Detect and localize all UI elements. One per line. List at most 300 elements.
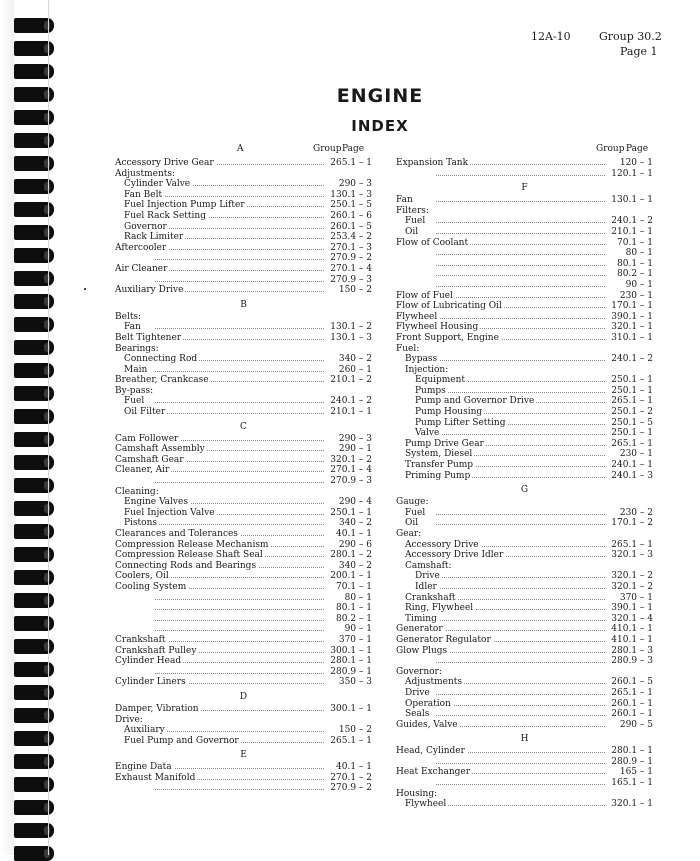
- index-entry: [115, 635, 372, 646]
- entry-label: Cylinder Valve: [124, 179, 191, 190]
- group-column-header: Group: [596, 144, 625, 154]
- entry-label: Idler: [415, 581, 437, 592]
- index-entry: [115, 561, 372, 572]
- entry-reference: 230 – 1: [608, 291, 653, 302]
- entry-label: Crankshaft: [115, 634, 166, 645]
- entry-reference: 240.1 – 1: [608, 460, 653, 471]
- entry-label: Compression Release Mechanism: [115, 539, 269, 550]
- index-entry: [396, 720, 653, 731]
- entry-reference: 260.1 – 6: [327, 211, 372, 222]
- index-entry: [396, 656, 653, 667]
- entry-reference: 320.1 – 2: [327, 455, 372, 466]
- entry-label: Cleaning:: [115, 486, 159, 497]
- dot-leader: [155, 471, 324, 472]
- entry-reference: 280.1 – 3: [608, 646, 653, 657]
- index-entry: [115, 375, 372, 386]
- entry-reference: 270.1 – 3: [327, 243, 372, 254]
- index-entries: [396, 158, 653, 810]
- column-header: [115, 144, 372, 155]
- index-entry: [396, 497, 653, 508]
- index-entry: [396, 206, 653, 217]
- dot-leader: [436, 763, 605, 764]
- stray-mark: [84, 288, 86, 290]
- entry-label: Cylinder Head: [115, 656, 182, 667]
- entry-reference: 370 – 1: [608, 593, 653, 604]
- dot-leader: [436, 662, 605, 663]
- dot-leader: [436, 577, 605, 578]
- index-entry: [396, 561, 653, 572]
- entry-reference: 280.9 – 3: [608, 656, 653, 667]
- entry-label: Valve: [415, 428, 440, 439]
- entry-reference: 170.1 – 1: [608, 301, 653, 312]
- dot-leader: [155, 630, 324, 631]
- index-entry: [396, 540, 653, 551]
- index-entry: [115, 725, 372, 736]
- index-entry: [115, 407, 372, 418]
- dot-leader: [436, 784, 605, 785]
- entry-label: Accessory Drive: [405, 539, 479, 550]
- entry-label: Air Cleaner: [115, 263, 168, 274]
- index-entry: [396, 767, 653, 778]
- entry-label: Main: [124, 364, 148, 375]
- entry-reference: 265.1 – 1: [608, 439, 653, 450]
- index-entry: [396, 216, 653, 227]
- section-letter: E: [240, 750, 247, 761]
- entry-reference: 253.4 – 2: [327, 232, 372, 243]
- entry-label: Cylinder Liners: [115, 677, 186, 688]
- entry-label: Fuel Injection Pump Lifter: [124, 200, 245, 211]
- entry-label: Fan: [124, 322, 141, 333]
- index-entry: [115, 275, 372, 286]
- entry-label: Flywheel: [396, 311, 438, 322]
- entry-reference: 210.1 – 2: [327, 375, 372, 386]
- index-entry: [396, 291, 653, 302]
- entry-reference: 170.1 – 2: [608, 518, 653, 529]
- entry-reference: 320.1 – 1: [608, 799, 653, 810]
- entry-reference: 320.1 – 1: [608, 322, 653, 333]
- entry-label: Glow Plugs: [396, 645, 448, 656]
- dot-leader: [155, 641, 324, 642]
- entry-label: Generator Regulator: [396, 634, 491, 645]
- entry-reference: 290 – 4: [327, 497, 372, 508]
- index-entry: [396, 518, 653, 529]
- index-entry: [396, 280, 653, 291]
- entry-label: Gauge:: [396, 497, 429, 508]
- index-entries: [115, 158, 372, 794]
- index-entry: [115, 656, 372, 667]
- entry-label: Expansion Tank: [396, 158, 469, 168]
- entry-reference: 270.9 – 2: [327, 253, 372, 264]
- entry-label: Ring, Flywheel: [405, 603, 474, 614]
- index-entry: [115, 211, 372, 222]
- column-header: [396, 144, 653, 155]
- entry-reference: 250.1 – 5: [608, 418, 653, 429]
- entry-label: Bypass: [405, 354, 438, 365]
- entry-label: Filters:: [396, 205, 429, 216]
- dot-leader: [436, 705, 605, 706]
- dot-leader: [436, 233, 605, 234]
- entry-reference: 130.1 – 3: [327, 333, 372, 344]
- index-entry: [115, 614, 372, 625]
- section-letter: C: [240, 421, 247, 432]
- entry-label: Operation: [405, 698, 451, 709]
- entry-reference: 280.9 – 1: [608, 757, 653, 768]
- index-entry: [396, 344, 653, 355]
- entry-label: Pump Drive Gear: [405, 438, 484, 449]
- entry-reference: 80.2 – 1: [608, 269, 653, 280]
- index-entry: [115, 285, 372, 296]
- index-entry: [396, 301, 653, 312]
- dot-leader: [436, 694, 605, 695]
- entry-label: Fuel Rack Setting: [124, 210, 206, 221]
- index-entry: [115, 518, 372, 529]
- entry-reference: 270.1 – 2: [327, 773, 372, 784]
- dot-leader: [155, 228, 324, 229]
- index-entry: [396, 709, 653, 720]
- group-column-header: Group: [313, 144, 342, 154]
- index-entry: [396, 259, 653, 270]
- dot-leader: [155, 196, 324, 197]
- index-entry: [396, 582, 653, 593]
- index-entry: [396, 439, 653, 450]
- index-entry: [115, 354, 372, 365]
- index-entry: [115, 624, 372, 635]
- dot-leader: [436, 805, 605, 806]
- entry-label: Seals: [405, 709, 430, 720]
- index-entry: [396, 386, 653, 397]
- index-entry: [396, 407, 653, 418]
- dot-leader: [155, 328, 324, 329]
- dot-leader: [436, 297, 605, 298]
- entry-reference: 40.1 – 1: [327, 529, 372, 540]
- index-entry: [115, 571, 372, 582]
- dot-leader: [436, 392, 605, 393]
- index-entry: [115, 253, 372, 264]
- entry-reference: 260.1 – 1: [608, 709, 653, 720]
- page-number: Page 1: [620, 45, 658, 58]
- entry-reference: 410.1 – 1: [608, 635, 653, 646]
- entry-reference: 280.1 – 1: [608, 746, 653, 757]
- dot-leader: [155, 673, 324, 674]
- entry-label: Cam Follower: [115, 433, 179, 444]
- section-letter: A: [237, 144, 244, 154]
- entry-reference: 260.1 – 5: [608, 677, 653, 688]
- index-entry: [396, 688, 653, 699]
- entry-label: Guides, Valve: [396, 719, 458, 730]
- entry-label: Belt Tightener: [115, 332, 182, 343]
- index-entry: [396, 593, 653, 604]
- entry-reference: 265.1 – 1: [327, 158, 372, 169]
- dot-leader: [436, 286, 605, 287]
- entry-label: Camshaft:: [405, 560, 452, 571]
- dot-leader: [436, 360, 605, 361]
- entry-label: Accessory Drive Gear: [115, 158, 214, 168]
- index-entry: [396, 667, 653, 678]
- dot-leader: [155, 270, 324, 271]
- index-entry: [396, 333, 653, 344]
- entry-reference: 320.1 – 4: [608, 614, 653, 625]
- index-entry: [115, 773, 372, 784]
- entry-reference: 290 – 3: [327, 434, 372, 445]
- entry-reference: 80.2 – 1: [327, 614, 372, 625]
- index-entry: [115, 264, 372, 275]
- entry-label: Cleaner, Air: [115, 465, 170, 476]
- index-entry: [396, 778, 653, 789]
- entry-reference: 265.1 – 1: [327, 736, 372, 747]
- index-entry: [396, 169, 653, 180]
- index-entry: [396, 312, 653, 323]
- index-entry: [396, 428, 653, 439]
- entry-reference: 265.1 – 1: [608, 688, 653, 699]
- section-letter: D: [239, 691, 248, 702]
- document-code: 12A-10: [531, 30, 571, 43]
- entry-reference: 320.1 – 3: [608, 550, 653, 561]
- section-letter: F: [521, 183, 528, 194]
- index-entry: [115, 736, 372, 747]
- dot-leader: [155, 609, 324, 610]
- index-entry: [396, 624, 653, 635]
- entry-reference: 265.1 – 1: [608, 396, 653, 407]
- index-entry: [115, 344, 372, 355]
- dot-leader: [436, 524, 605, 525]
- entry-reference: 230 – 2: [608, 508, 653, 519]
- index-entry: [115, 434, 372, 445]
- dot-leader: [436, 434, 605, 435]
- index-entry: [115, 465, 372, 476]
- page-subtitle: INDEX: [351, 117, 409, 135]
- section-letter: H: [520, 734, 529, 745]
- entry-label: Gear:: [396, 529, 422, 539]
- index-entry: [115, 169, 372, 180]
- dot-leader: [155, 620, 324, 621]
- index-entry: [396, 322, 653, 333]
- entry-label: Oil: [405, 518, 419, 529]
- entry-label: Transfer Pump: [405, 460, 474, 471]
- entry-label: Fuel Injection Valve: [124, 507, 215, 518]
- dot-leader: [155, 281, 324, 282]
- dot-leader: [155, 249, 324, 250]
- entry-label: Rack Limiter: [124, 232, 184, 243]
- dot-leader: [436, 265, 605, 266]
- index-entry: [115, 312, 372, 323]
- index-entry: [115, 582, 372, 593]
- entry-label: Engine Valves: [124, 497, 188, 508]
- entry-label: Fuel: [124, 396, 145, 407]
- entry-reference: 300.1 – 1: [327, 646, 372, 657]
- entry-reference: 300.1 – 1: [327, 704, 372, 715]
- entry-reference: 165 – 1: [608, 767, 653, 778]
- entry-reference: 240.1 – 2: [327, 396, 372, 407]
- entry-label: By-pass:: [115, 385, 154, 396]
- entry-label: Fan: [396, 195, 413, 206]
- index-entry: [115, 593, 372, 604]
- entry-reference: 320.1 – 2: [608, 582, 653, 593]
- index-entry: [115, 762, 372, 773]
- entry-label: Drive:: [115, 714, 143, 725]
- index-entry: [396, 603, 653, 614]
- entry-reference: 280.9 – 1: [327, 667, 372, 678]
- entry-label: Pistons: [124, 518, 158, 529]
- dot-leader: [155, 577, 324, 578]
- index-entry: [396, 550, 653, 561]
- index-entry: [396, 799, 653, 810]
- index-entry: [396, 269, 653, 280]
- index-entry: [115, 704, 372, 715]
- index-entry: [115, 550, 372, 561]
- entry-reference: 165.1 – 1: [608, 778, 653, 789]
- entry-reference: 210.1 – 1: [608, 227, 653, 238]
- entry-label: System, Diesel: [405, 449, 473, 460]
- entry-reference: 290 – 1: [327, 444, 372, 455]
- dot-leader: [155, 524, 324, 525]
- entry-reference: 250.1 – 5: [327, 200, 372, 211]
- index-entry: [396, 789, 653, 800]
- entry-label: Priming Pump: [405, 470, 471, 481]
- entry-reference: 150 – 2: [327, 285, 372, 296]
- index-entry: [115, 190, 372, 201]
- entry-reference: 340 – 2: [327, 518, 372, 529]
- entry-reference: 80 – 1: [327, 593, 372, 604]
- dot-leader: [436, 175, 605, 176]
- entry-reference: 240.1 – 3: [608, 471, 653, 482]
- dot-leader: [155, 440, 324, 441]
- entry-label: Housing:: [396, 788, 438, 799]
- entry-reference: 80 – 1: [608, 248, 653, 259]
- entry-label: Auxiliary Drive: [115, 285, 184, 296]
- entry-label: Heat Exchanger: [396, 767, 471, 778]
- page-column-header: Page: [342, 144, 365, 154]
- index-entry: [396, 646, 653, 657]
- entry-reference: 290 – 3: [327, 179, 372, 190]
- entry-label: Oil: [405, 226, 419, 237]
- entry-reference: 120 – 1: [608, 158, 653, 169]
- entry-label: Crankshaft Pulley: [115, 645, 197, 656]
- entry-label: Fuel Pump and Governor: [124, 735, 239, 746]
- entry-label: Flow of Coolant: [396, 237, 469, 248]
- dot-leader: [436, 588, 605, 589]
- dot-leader: [155, 371, 324, 372]
- index-entry: [396, 238, 653, 249]
- entry-reference: 260 – 1: [327, 365, 372, 376]
- index-entry: [115, 715, 372, 726]
- index-entry: [115, 444, 372, 455]
- entry-reference: 90 – 1: [608, 280, 653, 291]
- index-entry: [115, 333, 372, 344]
- entry-reference: 150 – 2: [327, 725, 372, 736]
- dot-leader: [155, 413, 324, 414]
- dot-leader: [155, 599, 324, 600]
- entry-reference: 280.1 – 2: [327, 550, 372, 561]
- entry-label: Fuel: [405, 216, 426, 227]
- index-column-right: [396, 144, 653, 810]
- index-entry: [396, 571, 653, 582]
- entry-label: Equipment: [415, 375, 466, 386]
- page-title: ENGINE: [336, 85, 424, 107]
- entry-reference: 280.1 – 1: [327, 656, 372, 667]
- entry-reference: 310.1 – 1: [608, 333, 653, 344]
- entry-reference: 130.1 – 2: [327, 322, 372, 333]
- entry-label: Camshaft Assembly: [115, 444, 205, 455]
- entry-reference: 390.1 – 1: [608, 603, 653, 614]
- entry-label: Fan Belt: [124, 189, 163, 200]
- entry-reference: 70.1 – 1: [608, 238, 653, 249]
- group-label: Group 30.2: [599, 30, 662, 43]
- entry-label: Adjustments:: [115, 168, 176, 179]
- index-entry: [115, 529, 372, 540]
- index-entry: [115, 386, 372, 397]
- entry-label: Pump and Governor Drive: [415, 396, 535, 407]
- dot-leader: [436, 201, 605, 202]
- entry-reference: 200.1 – 1: [327, 571, 372, 582]
- entry-reference: 230 – 1: [608, 449, 653, 460]
- entry-label: Pumps: [415, 385, 446, 396]
- entry-label: Damper, Vibration: [115, 703, 199, 714]
- entry-reference: 340 – 2: [327, 561, 372, 572]
- index-entry: [396, 227, 653, 238]
- entry-reference: 410.1 – 1: [608, 624, 653, 635]
- dot-leader: [436, 318, 605, 319]
- index-entry: [115, 222, 372, 233]
- entry-reference: 80.1 – 1: [608, 259, 653, 270]
- dot-leader: [155, 731, 324, 732]
- dot-leader: [155, 789, 324, 790]
- entry-label: Timing: [405, 613, 437, 624]
- entry-reference: 340 – 2: [327, 354, 372, 365]
- dot-leader: [436, 715, 605, 716]
- dot-leader: [436, 275, 605, 276]
- index-entry: [115, 158, 372, 169]
- entry-label: Connecting Rod: [124, 354, 198, 365]
- entry-label: Generator: [396, 624, 443, 635]
- index-entry: [115, 783, 372, 794]
- entry-reference: 260.1 – 5: [327, 222, 372, 233]
- index-entry: [396, 418, 653, 429]
- entry-reference: 290 – 6: [327, 540, 372, 551]
- index-entry: [115, 497, 372, 508]
- index-entry: [115, 455, 372, 466]
- index-entry: [396, 460, 653, 471]
- entry-label: Accessory Drive Idler: [405, 550, 504, 561]
- entry-label: Bearings:: [115, 343, 159, 354]
- entry-label: Aftercooler: [115, 242, 167, 253]
- dot-leader: [436, 652, 605, 653]
- index-entry: [115, 667, 372, 678]
- entry-label: Crankshaft: [405, 592, 456, 603]
- index-entry: [115, 677, 372, 688]
- entry-label: Coolers, Oil: [115, 571, 169, 582]
- dot-leader: [436, 630, 605, 631]
- entry-label: Drive: [415, 571, 440, 582]
- entry-label: Governor: [124, 221, 167, 232]
- entry-label: Exhaust Manifold: [115, 772, 196, 783]
- entry-reference: 90 – 1: [327, 624, 372, 635]
- entry-label: Flow of Lubricating Oil: [396, 301, 502, 312]
- entry-reference: 250.1 – 2: [608, 407, 653, 418]
- index-entry: [396, 635, 653, 646]
- index-entry: [115, 540, 372, 551]
- entry-reference: 270.1 – 4: [327, 264, 372, 275]
- entry-label: Adjustments: [405, 677, 462, 688]
- dot-leader: [155, 259, 324, 260]
- entry-reference: 210.1 – 1: [327, 407, 372, 418]
- dot-leader: [436, 254, 605, 255]
- index-entry: [396, 365, 653, 376]
- index-entry: [396, 354, 653, 365]
- entry-reference: 250.1 – 1: [608, 386, 653, 397]
- index-entry: [396, 529, 653, 540]
- entry-reference: 390.1 – 1: [608, 312, 653, 323]
- dot-leader: [436, 599, 605, 600]
